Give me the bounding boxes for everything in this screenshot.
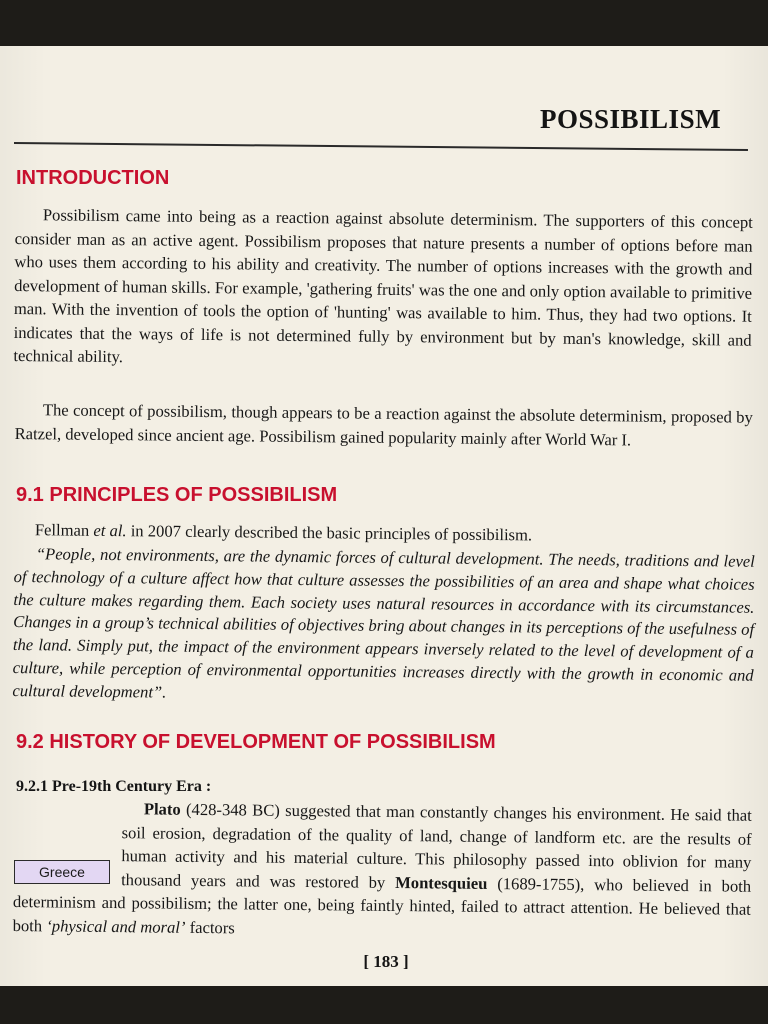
et-al-italic: et al.: [93, 520, 127, 541]
fellman-quote: “People, not environments, are the dynamic forces of cultural development. The needs, traditions and level of technology of a culture affect how that culture assesses the possibilities of an area and shape what choices the culture makes regarding them. Each society uses natural resources in accordance with its circumstances. Changes in a group’s technical abilities of objectives bring about changes in its perceptions of the usefulness of the land. Simply put, the impact of the environment appears inversely related to the level of development of a culture, while perception of environmental opportunities increases directly with the growth in economic and cultural development”.: [12, 544, 755, 702]
textbook-page: [0, 46, 768, 986]
introduction-paragraph-1: Possibilism came into being as a reaction against absolute determinism. The supporters of this concept consider man as an active agent. Possibilism proposes that nature presents a number of options before man who uses them according to his ability and creativity. The number of options increases with the growth and development of human skills. For example, 'gathering fruits' was the one and only option available to primitive man. With the invention of tools the option of 'hunting' was available to him. Thus, they had two options. It indicates that the ways of life is not determined fully by environment but by man's knowledge, skill and technical ability.: [13, 205, 753, 367]
plato-text: (428-348 BC) suggested that man constantly changes his environment. He said that soil erosion, degradation of the quality of land, change of landform etc. are the results of human activity and his material culture. This philosophy passed into oblivion for many thousand years and was restored by: [121, 799, 752, 892]
introduction-heading: INTRODUCTION: [16, 167, 170, 189]
montesquieu-name: Montesquieu: [395, 872, 488, 893]
section-9-1-heading: 9.1 PRINCIPLES OF POSSIBILISM: [16, 484, 338, 506]
section-9-2-1-subheading: 9.2.1 Pre-19th Century Era :: [16, 778, 212, 795]
intro-text-after: in 2007 clearly described the basic principles of possibilism.: [126, 521, 533, 545]
margin-tag-spacer: [13, 843, 121, 888]
margin-tag-greece: Greece: [14, 860, 110, 884]
chapter-title: POSSIBILISM: [540, 104, 722, 134]
header-rule: [14, 142, 748, 151]
factors-text: factors: [185, 917, 235, 937]
section-9-2-heading: 9.2 HISTORY OF DEVELOPMENT OF POSSIBILISM: [16, 731, 496, 753]
section-9-2-1-paragraph: [13, 796, 752, 945]
physical-moral-quote: ‘physical and moral’: [46, 915, 186, 937]
montesquieu-text: (1689-1755), who believed in both determinism and possibilism; the latter one, being faintly hinted, failed to attract attention. He believed that both: [12, 873, 752, 935]
page-number: [ 183 ]: [363, 952, 409, 971]
plato-name: Plato: [143, 799, 181, 819]
intro-text-before: Fellman: [34, 520, 94, 540]
introduction-paragraph-2: The concept of possibilism, though appears to be a reaction against the absolute determinism, proposed by Ratzel, developed since ancient age. Possibilism gained popularity mainly after World War I.: [14, 400, 753, 449]
